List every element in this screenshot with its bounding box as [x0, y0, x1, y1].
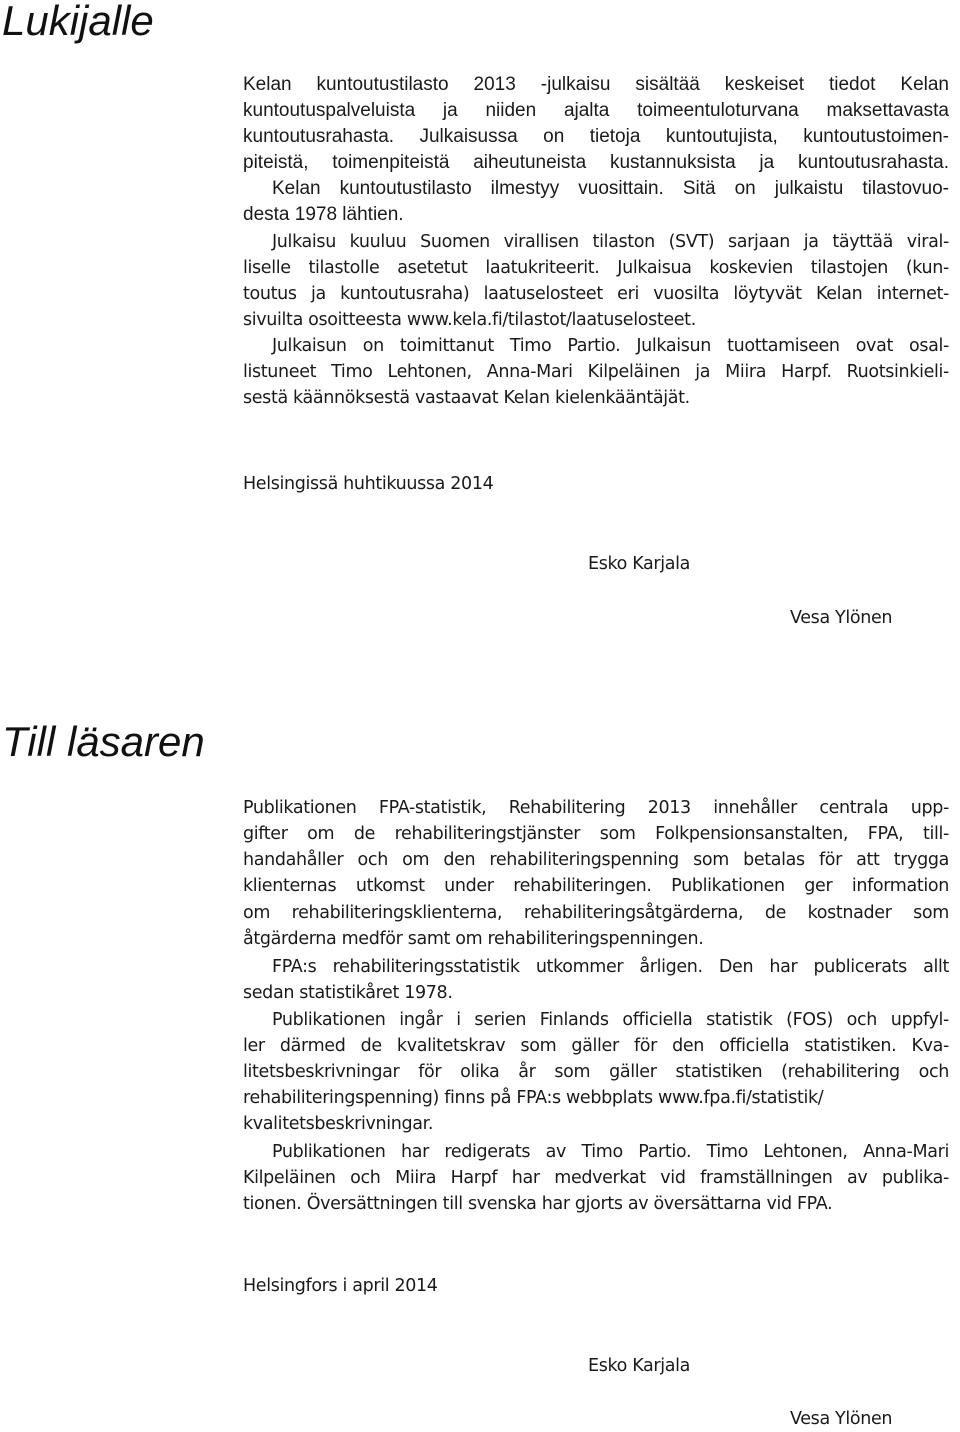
swedish-line: sedan statistikåret 1978.	[243, 983, 453, 1003]
swedish-line: Publikationen FPA-statistik, Rehabilitering 2013 innehåller centrala upp-	[243, 798, 949, 818]
finnish-line: sestä käännöksestä vastaavat Kelan kielenkääntäjät.	[243, 388, 690, 408]
swedish-line: litetsbeskrivningar för olika år som gäller statistiken (rehabilitering och	[243, 1062, 949, 1082]
heading-lukijalle: Lukijalle	[2, 0, 154, 44]
swedish-line: klienternas utkomst under rehabiliteringen. Publikationen ger information	[243, 876, 949, 896]
swedish-line: Publikationen har redigerats av Timo Partio. Timo Lehtonen, Anna-Mari	[272, 1142, 949, 1162]
swedish-line: Kilpeläinen och Miira Harpf har medverkat vid framställningen av publika-	[243, 1168, 949, 1188]
swedish-signature-vesa-ylonen: Vesa Ylönen	[790, 1409, 893, 1429]
finnish-line: Kelan kuntoutustilasto ilmestyy vuosittain. Sitä on julkaistu tilastovuo-	[272, 178, 949, 199]
finnish-signature-vesa-ylonen: Vesa Ylönen	[790, 608, 893, 628]
swedish-line: gifter om de rehabiliteringstjänster som Folkpensionsanstalten, FPA, till-	[243, 824, 949, 844]
finnish-line: Kelan kuntoutustilasto 2013 -julkaisu sisältää keskeiset tiedot Kelan	[243, 74, 949, 95]
finnish-line: piteistä, toimenpiteistä aiheutuneista kustannuksista ja kuntoutusrahasta.	[243, 152, 949, 173]
swedish-line: handahåller och om den rehabiliteringspenning som betalas för att trygga	[243, 850, 949, 870]
swedish-line: tionen. Översättningen till svenska har gjorts av översättarna vid FPA.	[243, 1194, 833, 1214]
swedish-signature-esko-karjala: Esko Karjala	[588, 1356, 691, 1376]
finnish-line: Julkaisun on toimittanut Timo Partio. Julkaisun tuottamiseen ovat osal-	[272, 336, 949, 356]
swedish-line: rehabiliteringspenning) finns på FPA:s webbplats www.fpa.fi/statistik/	[243, 1088, 824, 1108]
finnish-place-date: Helsingissä huhtikuussa 2014	[243, 474, 494, 494]
swedish-line: åtgärderna medför samt om rehabiliteringspenningen.	[243, 929, 704, 949]
swedish-place-date: Helsingfors i april 2014	[243, 1276, 438, 1296]
swedish-line: ler därmed de kvalitetskrav som gäller för den officiella statistiken. Kva-	[243, 1036, 949, 1056]
finnish-line: desta 1978 lähtien.	[243, 204, 404, 225]
finnish-line: toutus ja kuntoutusraha) laatuselosteet eri vuosilta löytyvät Kelan internet-	[243, 284, 949, 304]
finnish-line: listuneet Timo Lehtonen, Anna-Mari Kilpeläinen ja Miira Harpf. Ruotsinkieli-	[243, 362, 949, 382]
finnish-line: liselle tilastolle asetetut laatukriteerit. Julkaisua koskevien tilastojen (kun-	[243, 258, 949, 278]
finnish-line: kuntoutuspalveluista ja niiden ajalta toimeentuloturvana maksettavasta	[243, 100, 949, 121]
swedish-line: kvalitetsbeskrivningar.	[243, 1114, 434, 1134]
finnish-line: Julkaisu kuuluu Suomen virallisen tilaston (SVT) sarjaan ja täyttää viral-	[272, 232, 949, 252]
finnish-line: sivuilta osoitteesta www.kela.fi/tilastot/laatuselosteet.	[243, 310, 696, 330]
swedish-line: FPA:s rehabiliteringsstatistik utkommer årligen. Den har publicerats allt	[272, 957, 949, 977]
swedish-line: Publikationen ingår i serien Finlands officiella statistik (FOS) och uppfyl-	[272, 1010, 949, 1030]
heading-till-lasaren: Till läsaren	[2, 718, 205, 765]
swedish-line: om rehabiliteringsklienterna, rehabiliteringsåtgärderna, de kostnader som	[243, 903, 949, 923]
finnish-line: kuntoutusrahasta. Julkaisussa on tietoja kuntoutujista, kuntoutustoimen-	[243, 126, 949, 147]
finnish-signature-esko-karjala: Esko Karjala	[588, 554, 691, 574]
